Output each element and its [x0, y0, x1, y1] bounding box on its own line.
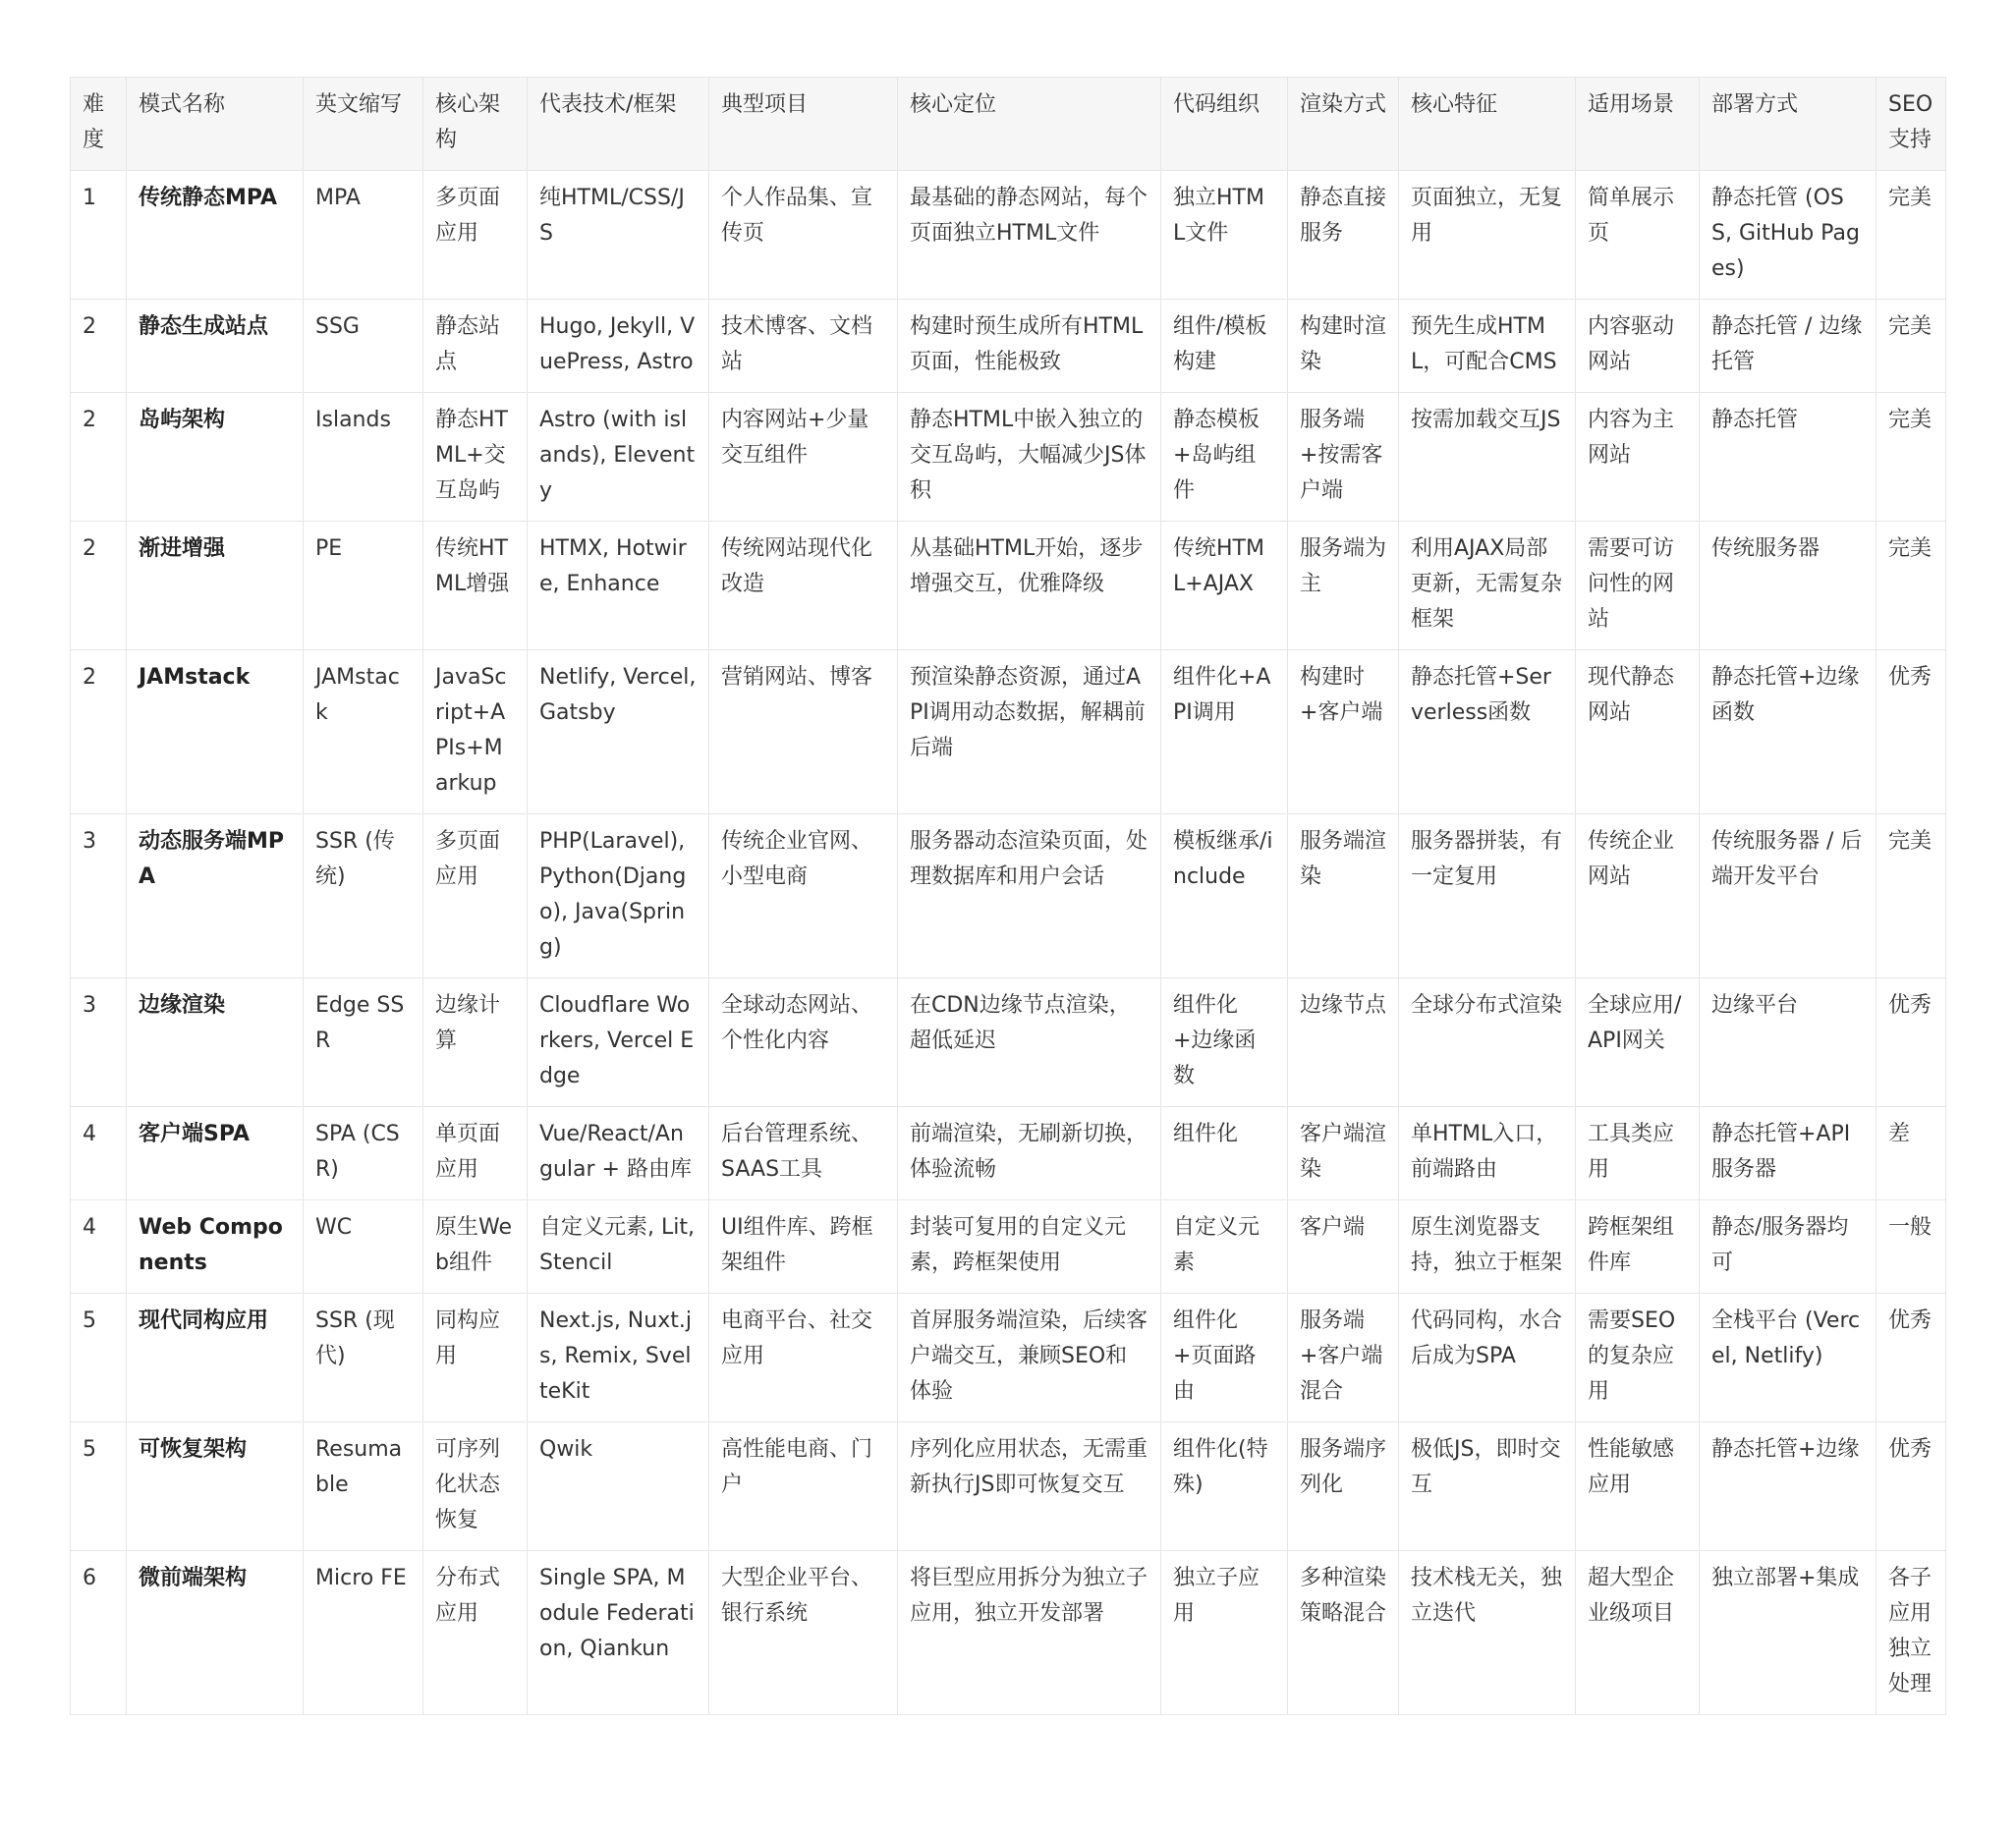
core-feature-cell: 技术栈无关，独立迭代 [1399, 1551, 1576, 1715]
deployment-cell: 传统服务器 / 后端开发平台 [1700, 814, 1876, 978]
core-architecture-cell: 边缘计算 [423, 978, 528, 1107]
header-cell: 核心特征 [1399, 78, 1576, 171]
typical-project-cell: 后台管理系统、SAAS工具 [709, 1107, 898, 1200]
difficulty-cell: 5 [71, 1294, 127, 1422]
use-case-cell: 需要SEO的复杂应用 [1576, 1294, 1700, 1422]
core-positioning-cell: 序列化应用状态，无需重新执行JS即可恢复交互 [898, 1422, 1161, 1551]
header-cell: 代码组织 [1161, 78, 1288, 171]
tech-framework-cell: Vue/React/Angular + 路由库 [528, 1107, 709, 1200]
difficulty-cell: 5 [71, 1422, 127, 1551]
core-positioning-cell: 最基础的静态网站，每个页面独立HTML文件 [898, 171, 1161, 300]
use-case-cell: 超大型企业级项目 [1576, 1551, 1700, 1715]
tech-framework-cell: Next.js, Nuxt.js, Remix, SvelteKit [528, 1294, 709, 1422]
typical-project-cell: 高性能电商、门户 [709, 1422, 898, 1551]
table-container [70, 77, 1945, 1715]
pattern-name-cell: 客户端SPA [127, 1107, 304, 1200]
rendering-method-cell: 服务端+客户端混合 [1288, 1294, 1399, 1422]
core-architecture-cell: 多页面应用 [423, 171, 528, 300]
pattern-name-cell: 岛屿架构 [127, 393, 304, 522]
abbreviation-cell: JAMstack [304, 650, 423, 814]
code-organization-cell: 传统HTML+AJAX [1161, 522, 1288, 650]
deployment-cell: 静态托管+边缘函数 [1700, 650, 1876, 814]
difficulty-cell: 3 [71, 814, 127, 978]
use-case-cell: 简单展示页 [1576, 171, 1700, 300]
tech-framework-cell: Astro (with islands), Eleventy [528, 393, 709, 522]
abbreviation-cell: PE [304, 522, 423, 650]
core-positioning-cell: 前端渲染，无刷新切换，体验流畅 [898, 1107, 1161, 1200]
core-feature-cell: 全球分布式渲染 [1399, 978, 1576, 1107]
core-architecture-cell: 原生Web组件 [423, 1200, 528, 1294]
difficulty-cell: 2 [71, 300, 127, 393]
use-case-cell: 内容为主网站 [1576, 393, 1700, 522]
table-row [71, 978, 1946, 1107]
header-cell: 典型项目 [709, 78, 898, 171]
pattern-name-cell: 微前端架构 [127, 1551, 304, 1715]
rendering-method-cell: 客户端 [1288, 1200, 1399, 1294]
rendering-method-cell: 静态直接服务 [1288, 171, 1399, 300]
use-case-cell: 全球应用/API网关 [1576, 978, 1700, 1107]
core-feature-cell: 静态托管+Serverless函数 [1399, 650, 1576, 814]
rendering-method-cell: 服务端渲染 [1288, 814, 1399, 978]
pattern-name-cell: JAMstack [127, 650, 304, 814]
code-organization-cell: 组件化 [1161, 1107, 1288, 1200]
header-cell: 部署方式 [1700, 78, 1876, 171]
core-architecture-cell: 分布式应用 [423, 1551, 528, 1715]
abbreviation-cell: Micro FE [304, 1551, 423, 1715]
rendering-method-cell: 边缘节点 [1288, 978, 1399, 1107]
core-feature-cell: 服务器拼装，有一定复用 [1399, 814, 1576, 978]
core-architecture-cell: 传统HTML增强 [423, 522, 528, 650]
difficulty-cell: 6 [71, 1551, 127, 1715]
rendering-method-cell: 多种渲染策略混合 [1288, 1551, 1399, 1715]
core-feature-cell: 极低JS，即时交互 [1399, 1422, 1576, 1551]
core-feature-cell: 利用AJAX局部更新，无需复杂框架 [1399, 522, 1576, 650]
core-positioning-cell: 从基础HTML开始，逐步增强交互，优雅降级 [898, 522, 1161, 650]
tech-framework-cell: Cloudflare Workers, Vercel Edge [528, 978, 709, 1107]
core-architecture-cell: 单页面应用 [423, 1107, 528, 1200]
abbreviation-cell: Resumable [304, 1422, 423, 1551]
use-case-cell: 内容驱动网站 [1576, 300, 1700, 393]
code-organization-cell: 模板继承/include [1161, 814, 1288, 978]
rendering-method-cell: 构建时渲染 [1288, 300, 1399, 393]
core-architecture-cell: JavaScript+APIs+Markup [423, 650, 528, 814]
table-row [71, 1107, 1946, 1200]
seo-support-cell: 差 [1876, 1107, 1946, 1200]
abbreviation-cell: SPA (CSR) [304, 1107, 423, 1200]
tech-framework-cell: Qwik [528, 1422, 709, 1551]
core-positioning-cell: 首屏服务端渲染，后续客户端交互，兼顾SEO和体验 [898, 1294, 1161, 1422]
core-positioning-cell: 静态HTML中嵌入独立的交互岛屿，大幅减少JS体积 [898, 393, 1161, 522]
abbreviation-cell: MPA [304, 171, 423, 300]
seo-support-cell: 完美 [1876, 393, 1946, 522]
core-feature-cell: 代码同构，水合后成为SPA [1399, 1294, 1576, 1422]
core-feature-cell: 单HTML入口，前端路由 [1399, 1107, 1576, 1200]
seo-support-cell: 完美 [1876, 814, 1946, 978]
code-organization-cell: 自定义元素 [1161, 1200, 1288, 1294]
deployment-cell: 静态/服务器均可 [1700, 1200, 1876, 1294]
table-row [71, 650, 1946, 814]
header-cell: 渲染方式 [1288, 78, 1399, 171]
abbreviation-cell: WC [304, 1200, 423, 1294]
deployment-cell: 静态托管 (OSS, GitHub Pages) [1700, 171, 1876, 300]
seo-support-cell: 完美 [1876, 522, 1946, 650]
core-positioning-cell: 预渲染静态资源，通过API调用动态数据，解耦前后端 [898, 650, 1161, 814]
use-case-cell: 跨框架组件库 [1576, 1200, 1700, 1294]
typical-project-cell: 大型企业平台、银行系统 [709, 1551, 898, 1715]
use-case-cell: 工具类应用 [1576, 1107, 1700, 1200]
header-cell: 英文缩写 [304, 78, 423, 171]
core-architecture-cell: 静态站点 [423, 300, 528, 393]
header-cell: 代表技术/框架 [528, 78, 709, 171]
core-feature-cell: 页面独立，无复用 [1399, 171, 1576, 300]
difficulty-cell: 1 [71, 171, 127, 300]
table-row [71, 814, 1946, 978]
difficulty-cell: 2 [71, 393, 127, 522]
core-positioning-cell: 封装可复用的自定义元素，跨框架使用 [898, 1200, 1161, 1294]
table-body [71, 171, 1946, 1715]
abbreviation-cell: Islands [304, 393, 423, 522]
typical-project-cell: UI组件库、跨框架组件 [709, 1200, 898, 1294]
typical-project-cell: 传统网站现代化改造 [709, 522, 898, 650]
header-cell: 难度 [71, 78, 127, 171]
core-positioning-cell: 构建时预生成所有HTML页面，性能极致 [898, 300, 1161, 393]
code-organization-cell: 独立HTML文件 [1161, 171, 1288, 300]
abbreviation-cell: SSR (传统) [304, 814, 423, 978]
use-case-cell: 现代静态网站 [1576, 650, 1700, 814]
rendering-method-cell: 服务端+按需客户端 [1288, 393, 1399, 522]
table-row [71, 1422, 1946, 1551]
deployment-cell: 独立部署+集成 [1700, 1551, 1876, 1715]
typical-project-cell: 内容网站+少量交互组件 [709, 393, 898, 522]
header-cell: 模式名称 [127, 78, 304, 171]
code-organization-cell: 组件化+API调用 [1161, 650, 1288, 814]
table-row [71, 522, 1946, 650]
code-organization-cell: 静态模板+岛屿组件 [1161, 393, 1288, 522]
use-case-cell: 性能敏感应用 [1576, 1422, 1700, 1551]
header-cell: 适用场景 [1576, 78, 1700, 171]
abbreviation-cell: SSG [304, 300, 423, 393]
core-architecture-cell: 多页面应用 [423, 814, 528, 978]
pattern-name-cell: 传统静态MPA [127, 171, 304, 300]
difficulty-cell: 3 [71, 978, 127, 1107]
seo-support-cell: 优秀 [1876, 1422, 1946, 1551]
difficulty-cell: 2 [71, 522, 127, 650]
core-architecture-cell: 可序列化状态恢复 [423, 1422, 528, 1551]
seo-support-cell: 优秀 [1876, 978, 1946, 1107]
code-organization-cell: 组件化(特殊) [1161, 1422, 1288, 1551]
deployment-cell: 传统服务器 [1700, 522, 1876, 650]
table-row [71, 300, 1946, 393]
core-positioning-cell: 服务器动态渲染页面，处理数据库和用户会话 [898, 814, 1161, 978]
deployment-cell: 静态托管+边缘 [1700, 1422, 1876, 1551]
table-row [71, 393, 1946, 522]
abbreviation-cell: SSR (现代) [304, 1294, 423, 1422]
tech-framework-cell: Netlify, Vercel, Gatsby [528, 650, 709, 814]
difficulty-cell: 4 [71, 1200, 127, 1294]
core-architecture-cell: 静态HTML+交互岛屿 [423, 393, 528, 522]
table-row [71, 1551, 1946, 1715]
use-case-cell: 传统企业网站 [1576, 814, 1700, 978]
header-cell: 核心定位 [898, 78, 1161, 171]
table-row [71, 1200, 1946, 1294]
core-positioning-cell: 将巨型应用拆分为独立子应用，独立开发部署 [898, 1551, 1161, 1715]
core-feature-cell: 预先生成HTML，可配合CMS [1399, 300, 1576, 393]
pattern-name-cell: 静态生成站点 [127, 300, 304, 393]
typical-project-cell: 全球动态网站、个性化内容 [709, 978, 898, 1107]
code-organization-cell: 组件化+页面路由 [1161, 1294, 1288, 1422]
seo-support-cell: 一般 [1876, 1200, 1946, 1294]
deployment-cell: 静态托管 [1700, 393, 1876, 522]
typical-project-cell: 营销网站、博客 [709, 650, 898, 814]
seo-support-cell: 优秀 [1876, 1294, 1946, 1422]
use-case-cell: 需要可访问性的网站 [1576, 522, 1700, 650]
tech-framework-cell: HTMX, Hotwire, Enhance [528, 522, 709, 650]
header-cell: 核心架构 [423, 78, 528, 171]
code-organization-cell: 独立子应用 [1161, 1551, 1288, 1715]
rendering-method-cell: 客户端渲染 [1288, 1107, 1399, 1200]
core-feature-cell: 原生浏览器支持，独立于框架 [1399, 1200, 1576, 1294]
pattern-name-cell: Web Components [127, 1200, 304, 1294]
rendering-method-cell: 构建时+客户端 [1288, 650, 1399, 814]
core-architecture-cell: 同构应用 [423, 1294, 528, 1422]
deployment-cell: 静态托管+API服务器 [1700, 1107, 1876, 1200]
tech-framework-cell: 纯HTML/CSS/JS [528, 171, 709, 300]
table-header [71, 78, 1946, 171]
header-row [71, 78, 1946, 171]
pattern-name-cell: 边缘渲染 [127, 978, 304, 1107]
deployment-cell: 静态托管 / 边缘托管 [1700, 300, 1876, 393]
pattern-name-cell: 渐进增强 [127, 522, 304, 650]
difficulty-cell: 4 [71, 1107, 127, 1200]
typical-project-cell: 传统企业官网、小型电商 [709, 814, 898, 978]
tech-framework-cell: PHP(Laravel), Python(Django), Java(Spring) [528, 814, 709, 978]
deployment-cell: 边缘平台 [1700, 978, 1876, 1107]
typical-project-cell: 电商平台、社交应用 [709, 1294, 898, 1422]
abbreviation-cell: Edge SSR [304, 978, 423, 1107]
core-feature-cell: 按需加载交互JS [1399, 393, 1576, 522]
code-organization-cell: 组件/模板构建 [1161, 300, 1288, 393]
typical-project-cell: 个人作品集、宣传页 [709, 171, 898, 300]
deployment-cell: 全栈平台 (Vercel, Netlify) [1700, 1294, 1876, 1422]
table-row [71, 1294, 1946, 1422]
seo-support-cell: 完美 [1876, 171, 1946, 300]
core-positioning-cell: 在CDN边缘节点渲染，超低延迟 [898, 978, 1161, 1107]
difficulty-cell: 2 [71, 650, 127, 814]
rendering-method-cell: 服务端序列化 [1288, 1422, 1399, 1551]
tech-framework-cell: 自定义元素, Lit, Stencil [528, 1200, 709, 1294]
pattern-name-cell: 现代同构应用 [127, 1294, 304, 1422]
header-cell: SEO支持 [1876, 78, 1946, 171]
seo-support-cell: 优秀 [1876, 650, 1946, 814]
code-organization-cell: 组件化+边缘函数 [1161, 978, 1288, 1107]
typical-project-cell: 技术博客、文档站 [709, 300, 898, 393]
tech-framework-cell: Hugo, Jekyll, VuePress, Astro [528, 300, 709, 393]
seo-support-cell: 各子应用独立处理 [1876, 1551, 1946, 1715]
rendering-method-cell: 服务端为主 [1288, 522, 1399, 650]
architecture-comparison-table [70, 77, 1946, 1715]
table-row [71, 171, 1946, 300]
pattern-name-cell: 可恢复架构 [127, 1422, 304, 1551]
seo-support-cell: 完美 [1876, 300, 1946, 393]
tech-framework-cell: Single SPA, Module Federation, Qiankun [528, 1551, 709, 1715]
pattern-name-cell: 动态服务端MPA [127, 814, 304, 978]
